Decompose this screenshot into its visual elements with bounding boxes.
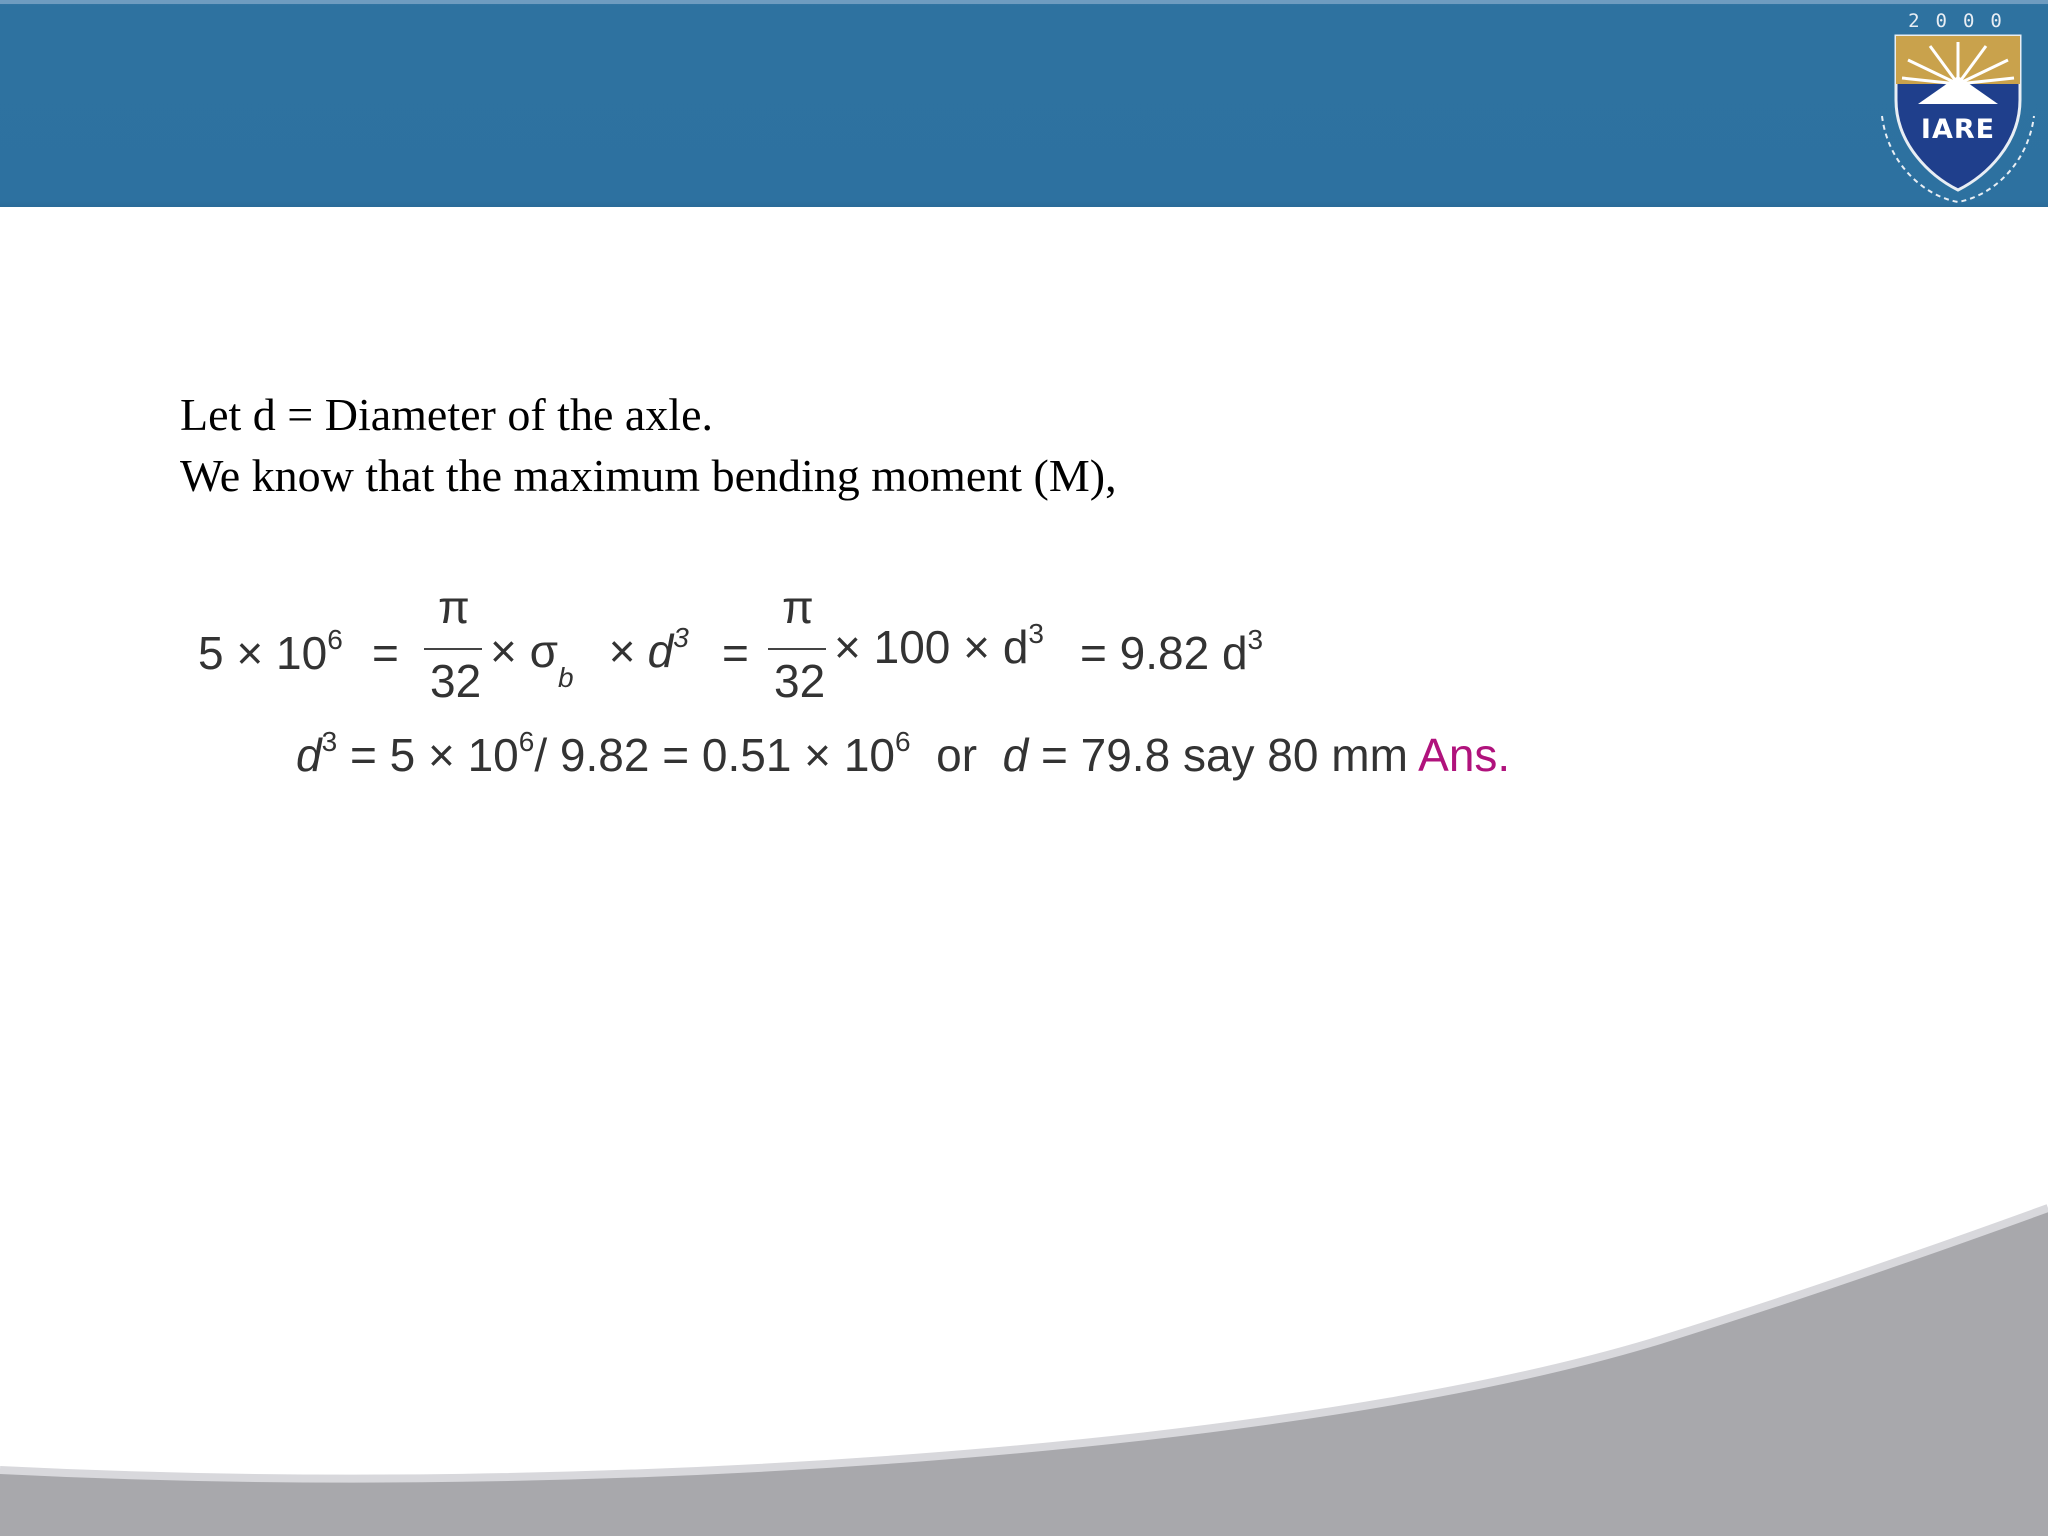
logo-year: 2000 xyxy=(1908,10,2018,32)
eq1-pi-a: π xyxy=(438,581,470,633)
eq1-d-a: × $d^3$ xyxy=(608,622,689,677)
eq1-lhs: $5 \times 10^6$ xyxy=(198,624,343,679)
eq1-sigma: × $\sigma_b$ xyxy=(490,625,574,694)
eq1-pi-b: π xyxy=(782,581,814,633)
answer-label: Ans. xyxy=(1418,729,1511,781)
logo-name: IARE xyxy=(1920,114,1996,145)
text-line-1: Let d = Diameter of the axle. xyxy=(180,389,713,440)
eq1-times-100: × $100 \times d^3$ xyxy=(834,618,1044,673)
eq1-denominator-b: 32 xyxy=(774,655,826,707)
eq2-expression: $d^3 = 5 \times 10^6/$ $9.82 = 0.51 \times 10^6$ or d = 79.8 say 80 mm Ans. xyxy=(296,726,1511,781)
eq1-denominator-a: 32 xyxy=(430,655,482,707)
eq1-result: = 9.82 $d^3$ xyxy=(1080,624,1264,679)
text-line-2: We know that the maximum bending moment (M), xyxy=(180,450,1117,501)
eq1-equals-b: = xyxy=(722,627,749,679)
eq1-equals-a: = xyxy=(372,627,399,679)
